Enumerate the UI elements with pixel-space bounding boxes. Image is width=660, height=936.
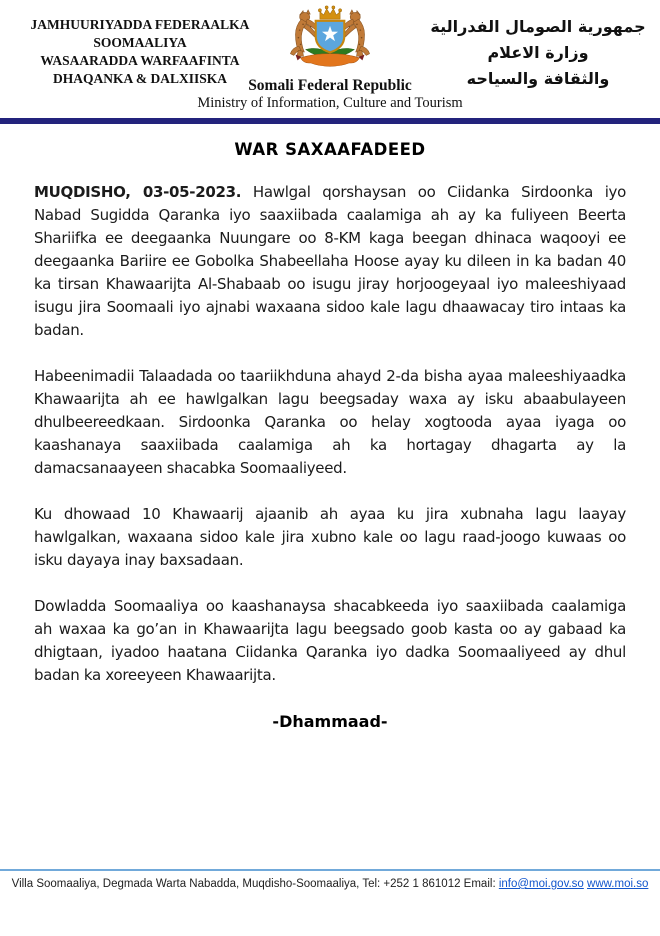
paragraph-text: Hawlgal qorshaysan oo Ciidanka Sirdoonka iyo Nabad Sugidda Qaranka iyo saaxiibada caalamiga ah ay ka fuliyeen Beerta Shariifka ee deegaanka Nuungare oo 8-KM kaga beegan dhinaca waqooyi ee deegaanka Bariire ee Gobolka Shabeellaha Hoose ayay ku dileen in ka badan 40 ka tirsan Khawaarijta Al-Shabaab oo isugu jiray horjoogeyaal iyo maleeshiyaad isugu jira Soomaali iyo ajnabi waxaana sidoo kale lagu dhaawacay tiro intaas ka badan. [34,183,627,339]
press-release-title: WAR SAXAAFADEED [234,140,426,159]
end-mark: -Dhammaad- [272,712,388,731]
letterhead-arabic-line: وزارة الاعلام [487,43,589,62]
letterhead-arabic-line: جمهورية الصومال الفدرالية [430,17,646,36]
letterhead-somali-line: JAMHUURIYADDA FEDERAALKA [30,17,250,32]
letterhead-subtitle [0,77,660,112]
letterhead-arabic-line: والثقافة والسياحه [466,69,610,88]
republic-title: Somali Federal Republic [248,77,412,94]
footer-website-link[interactable]: www.moi.so [587,878,649,890]
press-release-paragraph-1 [34,181,626,342]
ministry-title: Ministry of Information, Culture and Tourism [197,95,463,111]
footer-contact-line [0,878,660,890]
press-release-paragraph-4: Dowladda Soomaaliya oo kaashanaysa shacabkeeda iyo saaxiibada caalamiga ah waxaa ka go’an in Khawaarijta lagu beegsado goob kasta oo ay gabaad ka dhigtaan, iyadoo haatana Ciidanka Qaranka iyo dadka Soomaaliyeed ay dhul badan ka xoreeyeen Khawaarijta. [34,597,626,684]
footer-email-link[interactable]: info@moi.gov.so [498,878,584,890]
footer-divider-rule [0,869,660,871]
dateline: MUQDISHO, 03-05-2023. [34,183,242,201]
letterhead-somali-line: DHAQANKA & DALXIISKA [52,71,228,86]
somalia-coat-of-arms-icon [274,4,386,88]
press-release-paragraph-2: Habeenimadii Talaadada oo taariikhduna ahayd 2-da bisha ayaa maleeshiyaadka Khawaarijta ah ee hawlgalkan lagu beegsaday waxa ay isku abaabulayeen dhulbeereedkaan. Sirdoonka Qaranka oo helay xogtooda ayaa iyaga oo kaashanaya saaxiibada caalamiga ah ka hortagay dhagarta ay la damacsanaayeen shacabka Soomaaliyeed. [34,367,626,477]
letterhead [0,0,660,118]
letterhead-somali-line: WASAARADDA WARFAAFINTA [40,53,240,68]
footer-address: Villa Soomaaliya, Degmada Warta Nabadda, Muqdisho-Soomaaliya, Tel: +252 1 861012 Email: [11,878,496,890]
press-release-body [0,140,660,731]
header-divider-rule [0,118,660,124]
letterhead-somali-line: SOOMAALIYA [93,35,187,50]
press-release-paragraph-3: Ku dhowaad 10 Khawaarij ajaanib ah ayaa ku jira xubnaha lagu laayay hawlgalkan, waxaana sidoo kale jira xubno kale oo lagu raad-joogo kuwaas oo isku dayaya inay baxsadaan. [34,505,626,569]
